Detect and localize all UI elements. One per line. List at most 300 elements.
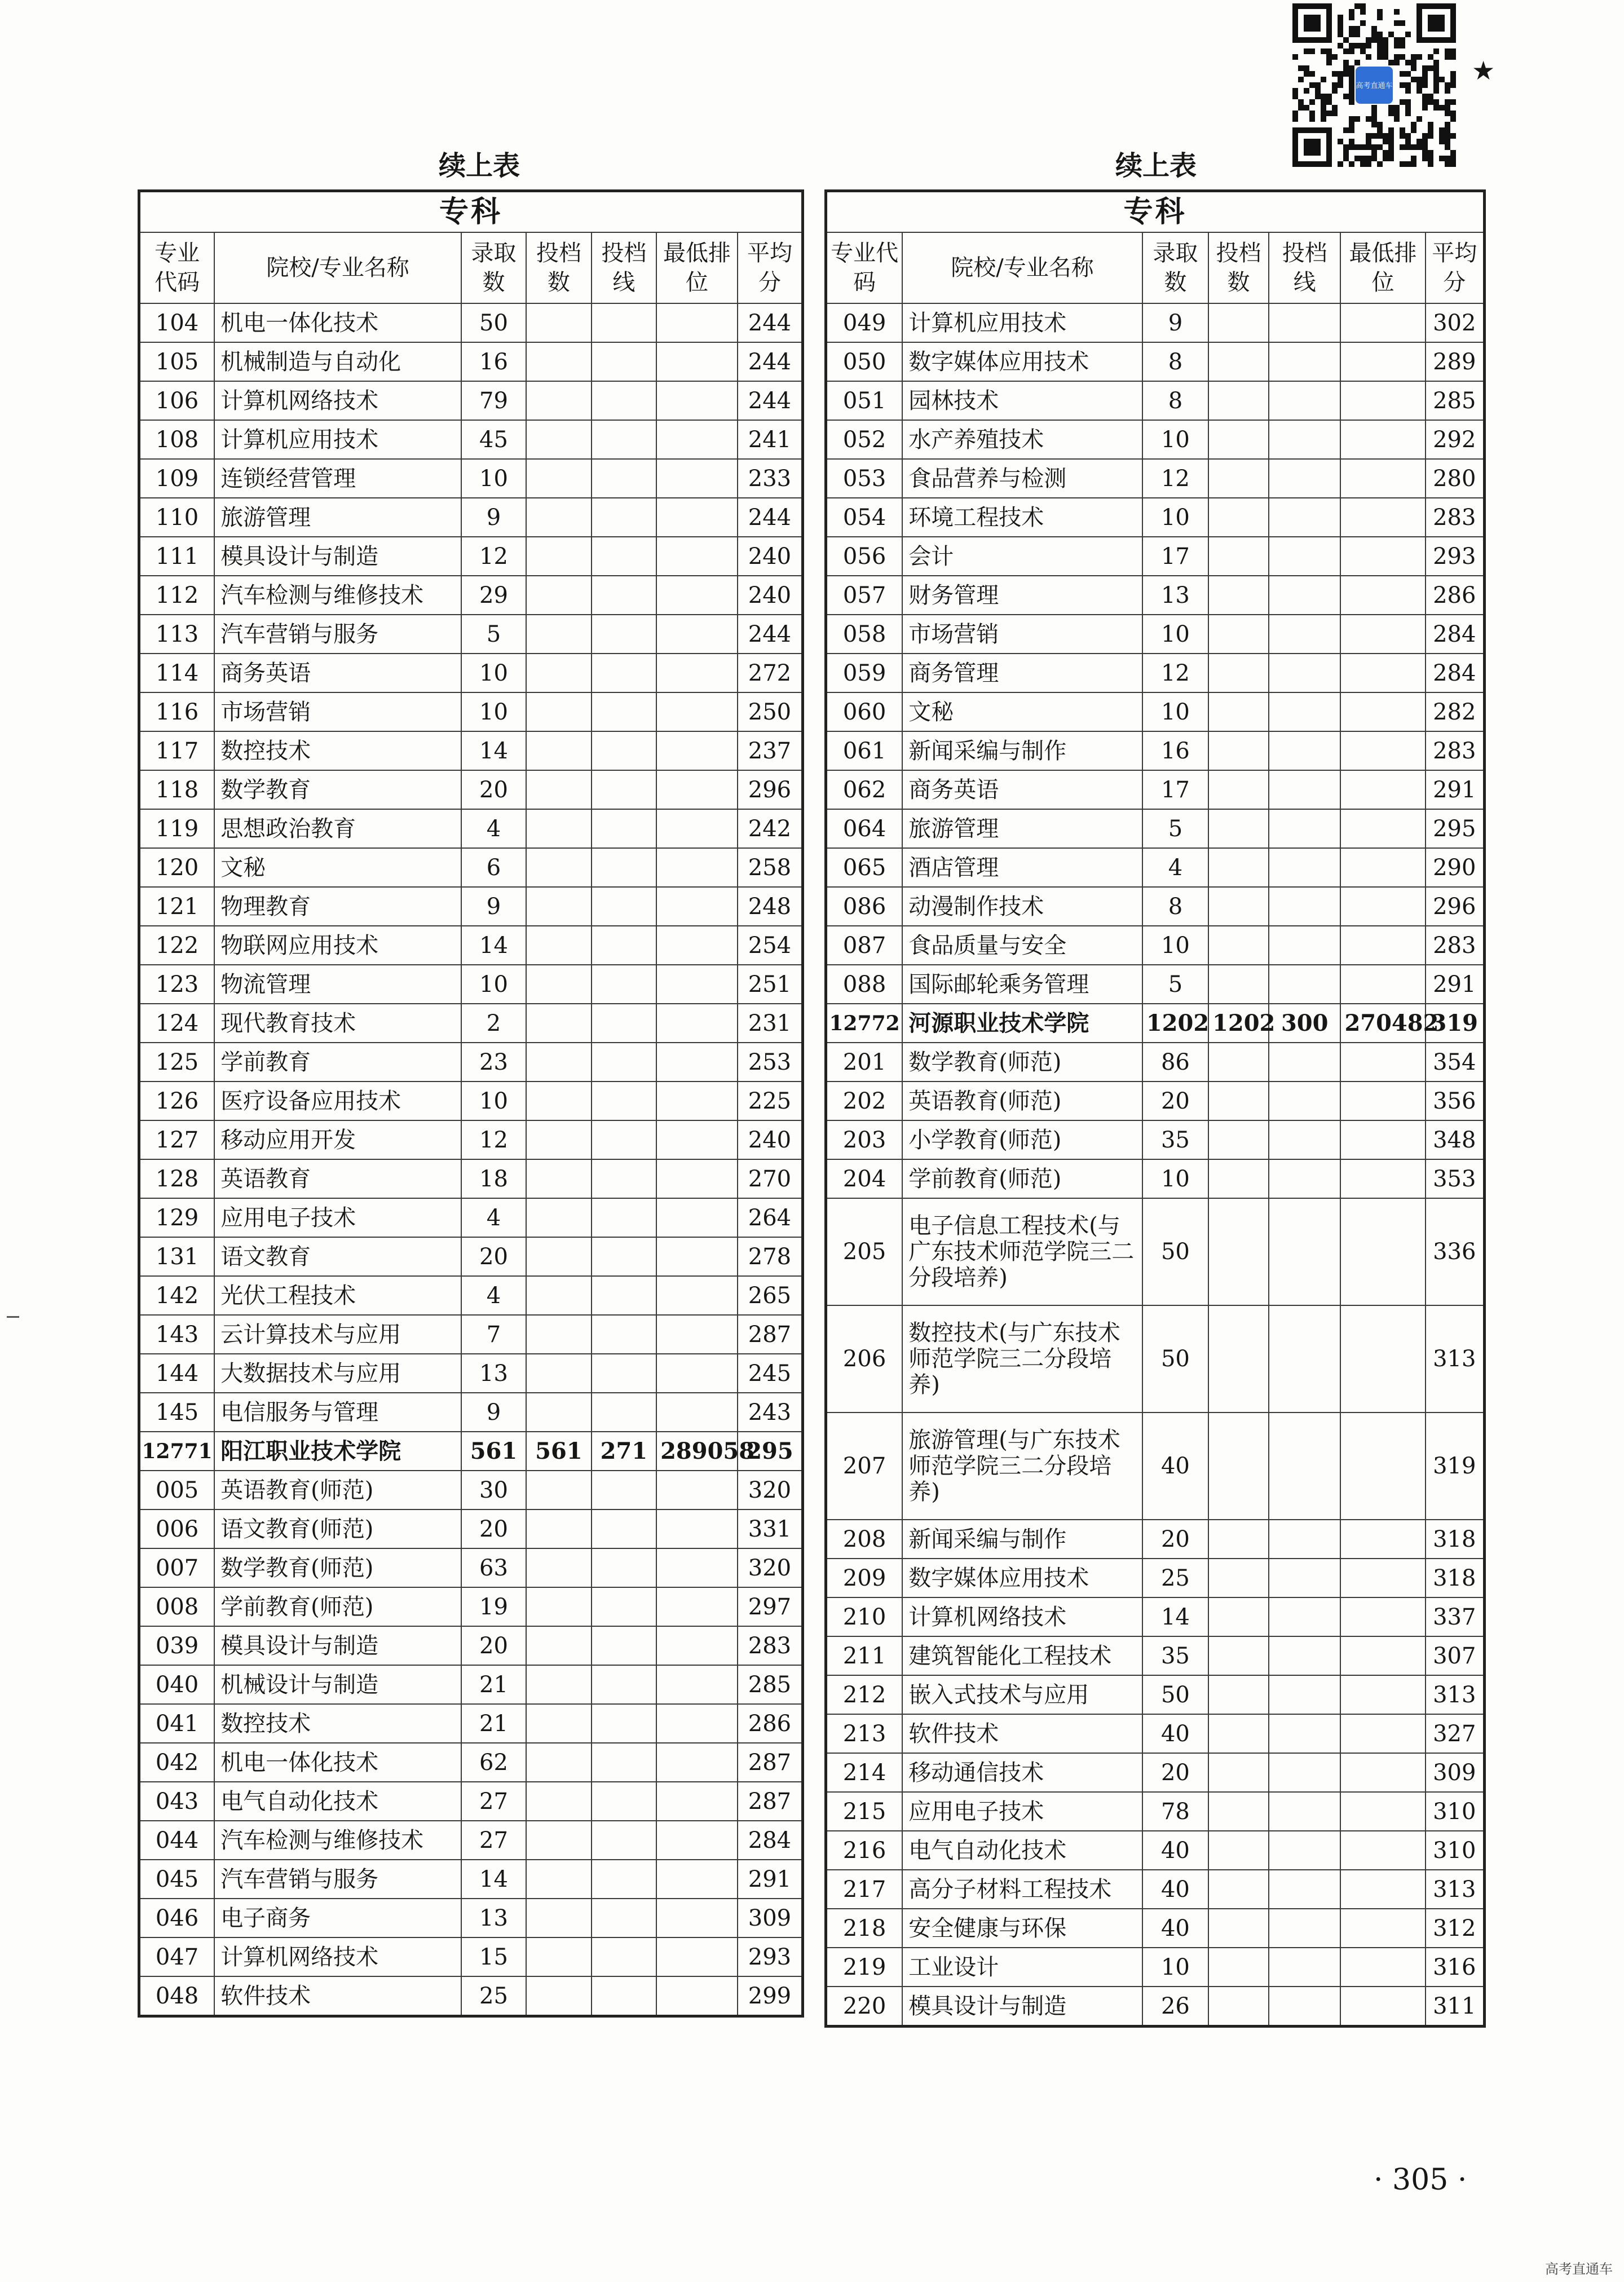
lowest-rank <box>1340 1753 1425 1792</box>
filing-score-line <box>1269 1909 1340 1948</box>
admitted-count: 9 <box>461 498 526 537</box>
lowest-rank <box>656 1276 738 1315</box>
average-score: 293 <box>738 1937 803 1976</box>
admitted-count: 12 <box>461 1120 526 1159</box>
filing-score-line <box>1269 1120 1340 1159</box>
major-code: 143 <box>139 1315 215 1354</box>
table-row <box>139 1471 803 1509</box>
filed-count <box>526 731 591 770</box>
average-score: 295 <box>738 1432 803 1471</box>
lowest-rank <box>1340 1043 1425 1082</box>
lowest-rank <box>656 1626 738 1665</box>
filed-count <box>1208 1082 1269 1120</box>
admitted-count: 14 <box>461 926 526 965</box>
table-row <box>139 965 803 1004</box>
average-score: 356 <box>1426 1082 1485 1120</box>
admitted-count: 4 <box>461 1198 526 1237</box>
table-row <box>826 1597 1485 1636</box>
admitted-count: 19 <box>461 1587 526 1626</box>
lowest-rank <box>656 1937 738 1976</box>
qr-code <box>1292 3 1456 167</box>
lowest-rank <box>656 1159 738 1198</box>
lowest-rank <box>656 887 738 926</box>
filing-score-line <box>592 576 656 615</box>
filed-count <box>526 1743 591 1782</box>
admitted-count: 9 <box>461 887 526 926</box>
lowest-rank <box>656 1782 738 1821</box>
major-code: 059 <box>826 654 903 692</box>
admitted-count: 10 <box>1142 692 1208 731</box>
table-row <box>139 1004 803 1043</box>
major-name: 应用电子技术 <box>902 1792 1142 1831</box>
average-score: 250 <box>738 692 803 731</box>
lowest-rank <box>1340 1159 1425 1198</box>
average-score: 286 <box>738 1704 803 1743</box>
major-name: 机械制造与自动化 <box>214 342 461 381</box>
major-name: 动漫制作技术 <box>902 887 1142 926</box>
average-score: 291 <box>1426 770 1485 809</box>
average-score: 283 <box>1426 498 1485 537</box>
admitted-count: 16 <box>1142 731 1208 770</box>
filing-score-line <box>1269 770 1340 809</box>
table-row <box>826 1831 1485 1870</box>
filed-count <box>526 1548 591 1587</box>
major-code: 108 <box>139 420 215 459</box>
table-row <box>139 1976 803 2016</box>
average-score: 290 <box>1426 848 1485 887</box>
filing-score-line <box>592 1198 656 1237</box>
average-score: 243 <box>738 1393 803 1432</box>
admitted-count: 25 <box>1142 1559 1208 1597</box>
filing-score-line <box>592 1743 656 1782</box>
filed-count <box>526 887 591 926</box>
filed-count <box>526 654 591 692</box>
average-score: 353 <box>1426 1159 1485 1198</box>
average-score: 284 <box>1426 615 1485 654</box>
table-row <box>139 615 803 654</box>
lowest-rank <box>1340 848 1425 887</box>
lowest-rank <box>1340 1597 1425 1636</box>
filed-count <box>526 1937 591 1976</box>
filed-count <box>1208 420 1269 459</box>
lowest-rank <box>656 1821 738 1860</box>
table-row <box>826 848 1485 887</box>
table-row <box>139 1237 803 1276</box>
admitted-count: 50 <box>1142 1305 1208 1413</box>
major-name: 云计算技术与应用 <box>214 1315 461 1354</box>
table-row <box>139 1043 803 1082</box>
table-row <box>139 1626 803 1665</box>
average-score: 240 <box>738 1120 803 1159</box>
filed-count <box>526 1860 591 1899</box>
average-score: 309 <box>1426 1753 1485 1792</box>
column-header: 平均分 <box>1426 232 1485 303</box>
lowest-rank <box>656 576 738 615</box>
table-row <box>826 1159 1485 1198</box>
table-row <box>139 1860 803 1899</box>
major-code: 212 <box>826 1675 903 1714</box>
major-name: 数控技术 <box>214 1704 461 1743</box>
average-score: 287 <box>738 1315 803 1354</box>
filed-count <box>1208 1753 1269 1792</box>
table-row <box>826 1987 1485 2027</box>
filing-score-line: 271 <box>592 1432 656 1471</box>
filed-count <box>1208 731 1269 770</box>
table-row <box>139 654 803 692</box>
major-name: 园林技术 <box>902 381 1142 420</box>
major-name: 计算机应用技术 <box>214 420 461 459</box>
admitted-count: 20 <box>461 770 526 809</box>
major-code: 065 <box>826 848 903 887</box>
lowest-rank <box>1340 1909 1425 1948</box>
column-header: 院校/专业名称 <box>902 232 1142 303</box>
page-number: · 305 · <box>1374 2163 1467 2197</box>
column-header: 录取数 <box>461 232 526 303</box>
filing-score-line: 300 <box>1269 1004 1340 1043</box>
average-score: 244 <box>738 303 803 342</box>
major-code: 057 <box>826 576 903 615</box>
section-row <box>139 191 803 233</box>
filing-score-line <box>1269 498 1340 537</box>
filing-score-line <box>592 1004 656 1043</box>
filing-score-line <box>1269 1831 1340 1870</box>
table-row <box>139 1509 803 1548</box>
major-name: 食品质量与安全 <box>902 926 1142 965</box>
major-name: 电气自动化技术 <box>902 1831 1142 1870</box>
table-row <box>826 1909 1485 1948</box>
average-score: 258 <box>738 848 803 887</box>
lowest-rank <box>1340 1636 1425 1675</box>
filed-count <box>1208 1413 1269 1520</box>
column-header: 投档线 <box>1269 232 1340 303</box>
lowest-rank <box>656 1587 738 1626</box>
lowest-rank <box>1340 926 1425 965</box>
major-name: 计算机网络技术 <box>214 381 461 420</box>
admitted-count: 21 <box>461 1704 526 1743</box>
major-name: 物流管理 <box>214 965 461 1004</box>
filing-score-line <box>1269 420 1340 459</box>
average-score: 242 <box>738 809 803 848</box>
admitted-count: 14 <box>461 1860 526 1899</box>
major-code: 208 <box>826 1520 903 1559</box>
filing-score-line <box>1269 848 1340 887</box>
admitted-count: 20 <box>461 1509 526 1548</box>
filing-score-line <box>592 1315 656 1354</box>
lowest-rank <box>656 1665 738 1704</box>
filed-count <box>1208 1987 1269 2027</box>
lowest-rank <box>1340 615 1425 654</box>
table-row <box>139 1120 803 1159</box>
major-code: 120 <box>139 848 215 887</box>
filing-score-line <box>592 809 656 848</box>
major-code: 048 <box>139 1976 215 2016</box>
table-row <box>139 576 803 615</box>
filing-score-line <box>1269 576 1340 615</box>
filed-count <box>1208 1948 1269 1987</box>
table-row <box>826 1948 1485 1987</box>
filing-score-line <box>1269 1636 1340 1675</box>
average-score: 244 <box>738 342 803 381</box>
major-name: 数学教育 <box>214 770 461 809</box>
major-code: 209 <box>826 1559 903 1597</box>
filed-count <box>1208 1043 1269 1082</box>
filed-count <box>526 576 591 615</box>
filed-count <box>1208 1909 1269 1948</box>
filed-count <box>526 1471 591 1509</box>
filing-score-line <box>592 965 656 1004</box>
average-score: 285 <box>738 1665 803 1704</box>
admitted-count: 29 <box>461 576 526 615</box>
table-row <box>826 1120 1485 1159</box>
filed-count <box>1208 381 1269 420</box>
average-score: 312 <box>1426 1909 1485 1948</box>
column-header: 最低排位 <box>1340 232 1425 303</box>
table-row <box>826 537 1485 576</box>
lowest-rank <box>1340 1413 1425 1520</box>
filed-count <box>526 459 591 498</box>
filed-count <box>1208 1675 1269 1714</box>
table-row <box>826 1753 1485 1792</box>
average-score: 254 <box>738 926 803 965</box>
filed-count <box>526 1976 591 2016</box>
column-header: 投档数 <box>1208 232 1269 303</box>
major-name: 文秘 <box>902 692 1142 731</box>
average-score: 233 <box>738 459 803 498</box>
admitted-count: 40 <box>1142 1714 1208 1753</box>
major-code: 047 <box>139 1937 215 1976</box>
lowest-rank <box>1340 498 1425 537</box>
major-code: 125 <box>139 1043 215 1082</box>
filing-score-line <box>592 848 656 887</box>
average-score: 283 <box>738 1626 803 1665</box>
lowest-rank <box>656 1198 738 1237</box>
major-name: 模具设计与制造 <box>214 1626 461 1665</box>
admitted-count: 2 <box>461 1004 526 1043</box>
table-row <box>139 1587 803 1626</box>
lowest-rank <box>656 1393 738 1432</box>
filing-score-line <box>592 1821 656 1860</box>
major-name: 学前教育(师范) <box>902 1159 1142 1198</box>
column-header: 专业代码 <box>139 232 215 303</box>
table-row <box>139 1821 803 1860</box>
table-row <box>826 1870 1485 1909</box>
major-name: 旅游管理 <box>214 498 461 537</box>
lowest-rank: 289058 <box>656 1432 738 1471</box>
major-name: 新闻采编与制作 <box>902 731 1142 770</box>
major-code: 045 <box>139 1860 215 1899</box>
table-row <box>139 342 803 381</box>
major-code: 113 <box>139 615 215 654</box>
table-row <box>826 1413 1485 1520</box>
filing-score-line <box>592 926 656 965</box>
major-name: 数字媒体应用技术 <box>902 342 1142 381</box>
filing-score-line <box>592 1120 656 1159</box>
filing-score-line <box>1269 303 1340 342</box>
average-score: 336 <box>1426 1198 1485 1305</box>
average-score: 348 <box>1426 1120 1485 1159</box>
lowest-rank <box>656 965 738 1004</box>
filing-score-line <box>1269 1198 1340 1305</box>
major-name: 软件技术 <box>902 1714 1142 1753</box>
average-score: 313 <box>1426 1870 1485 1909</box>
filing-score-line <box>1269 1043 1340 1082</box>
major-code: 126 <box>139 1082 215 1120</box>
admitted-count: 35 <box>1142 1120 1208 1159</box>
lowest-rank <box>1340 1792 1425 1831</box>
average-score: 251 <box>738 965 803 1004</box>
column-header: 院校/专业名称 <box>214 232 461 303</box>
major-code: 044 <box>139 1821 215 1860</box>
column-header: 录取数 <box>1142 232 1208 303</box>
average-score: 297 <box>738 1587 803 1626</box>
major-name: 汽车营销与服务 <box>214 615 461 654</box>
major-name: 英语教育(师范) <box>214 1471 461 1509</box>
major-name: 旅游管理 <box>902 809 1142 848</box>
major-name: 光伏工程技术 <box>214 1276 461 1315</box>
major-name: 电子商务 <box>214 1899 461 1937</box>
major-code: 049 <box>826 303 903 342</box>
major-code: 119 <box>139 809 215 848</box>
filing-score-line <box>592 1237 656 1276</box>
filing-score-line <box>1269 926 1340 965</box>
admitted-count: 40 <box>1142 1413 1208 1520</box>
major-code: 043 <box>139 1782 215 1821</box>
filing-score-line <box>1269 692 1340 731</box>
lowest-rank <box>1340 576 1425 615</box>
filed-count <box>526 809 591 848</box>
major-code: 106 <box>139 381 215 420</box>
filed-count <box>526 1626 591 1665</box>
major-code: 204 <box>826 1159 903 1198</box>
major-code: 145 <box>139 1393 215 1432</box>
lowest-rank <box>656 1354 738 1393</box>
filing-score-line <box>1269 654 1340 692</box>
major-name: 文秘 <box>214 848 461 887</box>
major-name: 物理教育 <box>214 887 461 926</box>
average-score: 241 <box>738 420 803 459</box>
major-code: 12771 <box>139 1432 215 1471</box>
major-code: 110 <box>139 498 215 537</box>
major-name: 商务管理 <box>902 654 1142 692</box>
table-row <box>826 692 1485 731</box>
table-row <box>139 887 803 926</box>
major-code: 041 <box>139 1704 215 1743</box>
average-score: 237 <box>738 731 803 770</box>
filed-count <box>526 1159 591 1198</box>
lowest-rank <box>1340 1948 1425 1987</box>
admitted-count: 10 <box>1142 1159 1208 1198</box>
major-code: 052 <box>826 420 903 459</box>
right-admission-table <box>824 189 1486 2028</box>
filing-score-line <box>1269 809 1340 848</box>
filing-score-line <box>592 1509 656 1548</box>
filing-score-line <box>592 731 656 770</box>
lowest-rank <box>1340 731 1425 770</box>
admitted-count: 18 <box>461 1159 526 1198</box>
major-name: 酒店管理 <box>902 848 1142 887</box>
table-row <box>826 965 1485 1004</box>
section-row <box>826 191 1485 233</box>
lowest-rank <box>656 1082 738 1120</box>
admitted-count: 5 <box>1142 965 1208 1004</box>
major-code: 112 <box>139 576 215 615</box>
filing-score-line <box>1269 965 1340 1004</box>
filed-count <box>1208 1120 1269 1159</box>
major-name: 高分子材料工程技术 <box>902 1870 1142 1909</box>
lowest-rank <box>656 848 738 887</box>
major-name: 电信服务与管理 <box>214 1393 461 1432</box>
major-code: 216 <box>826 1831 903 1870</box>
filed-count <box>1208 1714 1269 1753</box>
filed-count <box>526 342 591 381</box>
filed-count <box>1208 770 1269 809</box>
major-code: 206 <box>826 1305 903 1413</box>
table-row <box>826 1714 1485 1753</box>
lowest-rank <box>656 692 738 731</box>
table-row <box>139 1198 803 1237</box>
lowest-rank <box>1340 887 1425 926</box>
table-row <box>826 1305 1485 1413</box>
admitted-count: 26 <box>1142 1987 1208 2027</box>
lowest-rank <box>656 342 738 381</box>
major-name: 旅游管理(与广东技术师范学院三二分段培养) <box>902 1413 1142 1520</box>
table-row <box>139 1082 803 1120</box>
average-score: 311 <box>1426 1987 1485 2027</box>
average-score: 240 <box>738 576 803 615</box>
filed-count <box>1208 537 1269 576</box>
average-score: 282 <box>1426 692 1485 731</box>
admitted-count: 35 <box>1142 1636 1208 1675</box>
lowest-rank <box>656 731 738 770</box>
admitted-count: 30 <box>461 1471 526 1509</box>
filed-count <box>1208 1831 1269 1870</box>
lowest-rank <box>1340 1305 1425 1413</box>
average-score: 319 <box>1426 1004 1485 1043</box>
major-name: 数字媒体应用技术 <box>902 1559 1142 1597</box>
major-name: 连锁经营管理 <box>214 459 461 498</box>
lowest-rank <box>656 1899 738 1937</box>
major-code: 111 <box>139 537 215 576</box>
table-row <box>139 459 803 498</box>
major-name: 数控技术(与广东技术师范学院三二分段培养) <box>902 1305 1142 1413</box>
filed-count <box>526 1354 591 1393</box>
major-name: 计算机应用技术 <box>902 303 1142 342</box>
left-admission-table <box>138 189 804 2018</box>
column-header: 投档线 <box>592 232 656 303</box>
filed-count <box>526 1237 591 1276</box>
major-name: 电子信息工程技术(与广东技术师范学院三二分段培养) <box>902 1198 1142 1305</box>
major-name: 医疗设备应用技术 <box>214 1082 461 1120</box>
major-code: 117 <box>139 731 215 770</box>
lowest-rank <box>1340 692 1425 731</box>
major-name: 机电一体化技术 <box>214 303 461 342</box>
table-row <box>139 420 803 459</box>
lowest-rank <box>656 1860 738 1899</box>
admitted-count: 16 <box>461 342 526 381</box>
lowest-rank: 270482 <box>1340 1004 1425 1043</box>
lowest-rank <box>656 1743 738 1782</box>
average-score: 284 <box>1426 654 1485 692</box>
major-code: 116 <box>139 692 215 731</box>
filing-score-line <box>592 770 656 809</box>
major-name: 移动通信技术 <box>902 1753 1142 1792</box>
average-score: 291 <box>738 1860 803 1899</box>
table-row <box>139 1665 803 1704</box>
major-code: 060 <box>826 692 903 731</box>
lowest-rank <box>1340 1987 1425 2027</box>
table-row <box>826 342 1485 381</box>
major-code: 088 <box>826 965 903 1004</box>
